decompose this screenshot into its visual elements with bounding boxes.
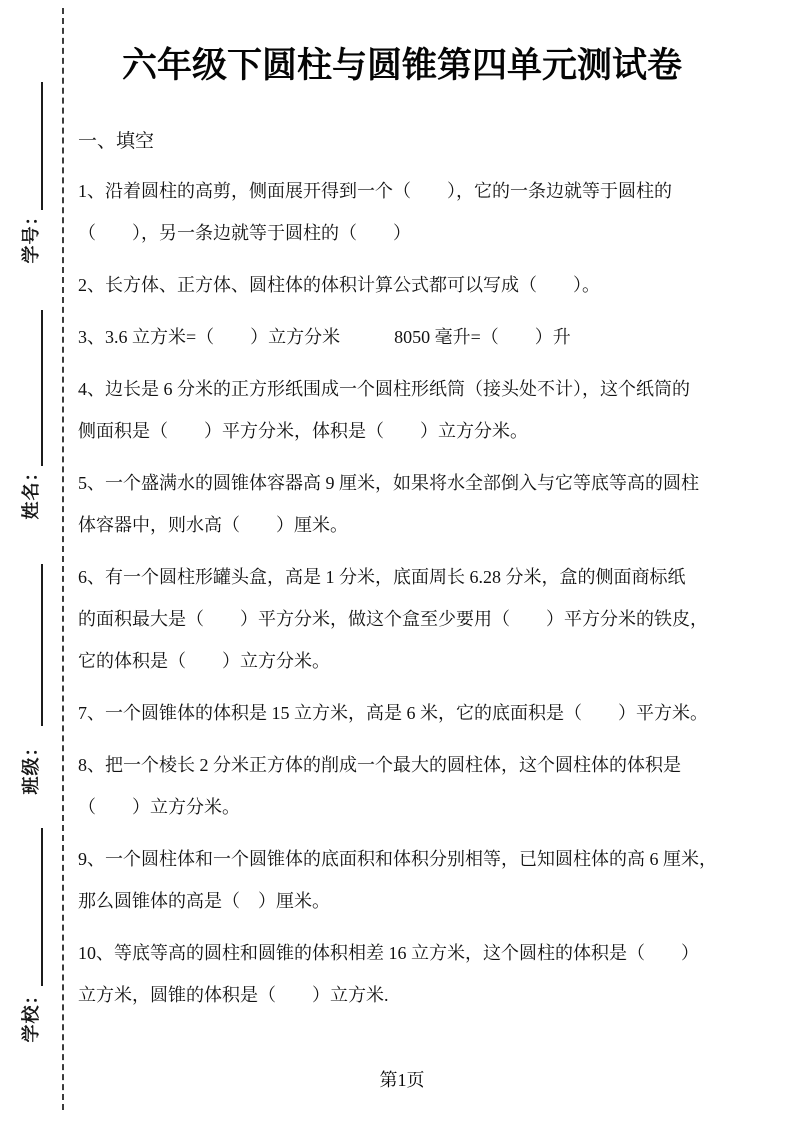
page-title: 六年级下圆柱与圆锥第四单元测试卷 — [121, 46, 682, 85]
class-field-label: 班级： — [21, 737, 41, 795]
student-id-field-label: 学号： — [21, 206, 41, 264]
section-heading-fill-blanks: 一、填空 — [78, 131, 155, 152]
seal-dashed-line — [62, 8, 64, 1110]
question-10: 10、等底等高的圆柱和圆锥的体积相差 16 立方米，这个圆柱的体积是（ ） 立方米，圆锥的体积是（ ）立方米. — [78, 943, 699, 1005]
class-blank-line — [41, 564, 43, 726]
question-2: 2、长方体、正方体、圆柱体的体积计算公式都可以写成（ ）。 — [78, 275, 600, 295]
question-8: 8、把一个棱长 2 分米正方体的削成一个最大的圆柱体，这个圆柱体的体积是 （ ）立方分米。 — [78, 755, 681, 817]
question-5: 5、一个盛满水的圆锥体容器高 9 厘米，如果将水全部倒入与它等底等高的圆柱 体容器中，则水高（ ）厘米。 — [78, 473, 699, 535]
page-number: 第1页 — [379, 1070, 425, 1090]
student-id-blank-line — [41, 82, 43, 210]
school-field-label: 学校： — [21, 985, 41, 1043]
question-7: 7、一个圆锥体的体积是 15 立方米，高是 6 米，它的底面积是（ ）平方米。 — [78, 703, 708, 723]
school-blank-line — [41, 828, 43, 986]
student-name-field-label: 姓名： — [21, 462, 41, 520]
question-9: 9、一个圆柱体和一个圆锥体的底面积和体积分别相等，已知圆柱体的高 6 厘米， 那么圆锥体的高是（ ）厘米。 — [78, 849, 717, 911]
question-6: 6、有一个圆柱形罐头盒，高是 1 分米，底面周长 6.28 分米，盒的侧面商标纸 的面积最大是（ ）平方分米，做这个盒至少要用（ ）平方分米的铁皮， 它的体积是（ ）立方分米。 — [78, 567, 708, 671]
document-content — [78, 0, 726, 1026]
student-name-blank-line — [41, 310, 43, 466]
question-4: 4、边长是 6 分米的正方形纸围成一个圆柱形纸筒（接头处不计），这个纸筒的 侧面积是（ ）平方分米，体积是（ ）立方分米。 — [78, 379, 690, 441]
question-3: 3、3.6 立方米=（ ）立方分米 8050 毫升=（ ）升 — [78, 327, 571, 347]
question-list — [78, 170, 726, 1016]
question-1: 1、沿着圆柱的高剪，侧面展开得到一个（ ），它的一条边就等于圆柱的 （ ），另一条边就等于圆柱的（ ） — [78, 181, 672, 243]
